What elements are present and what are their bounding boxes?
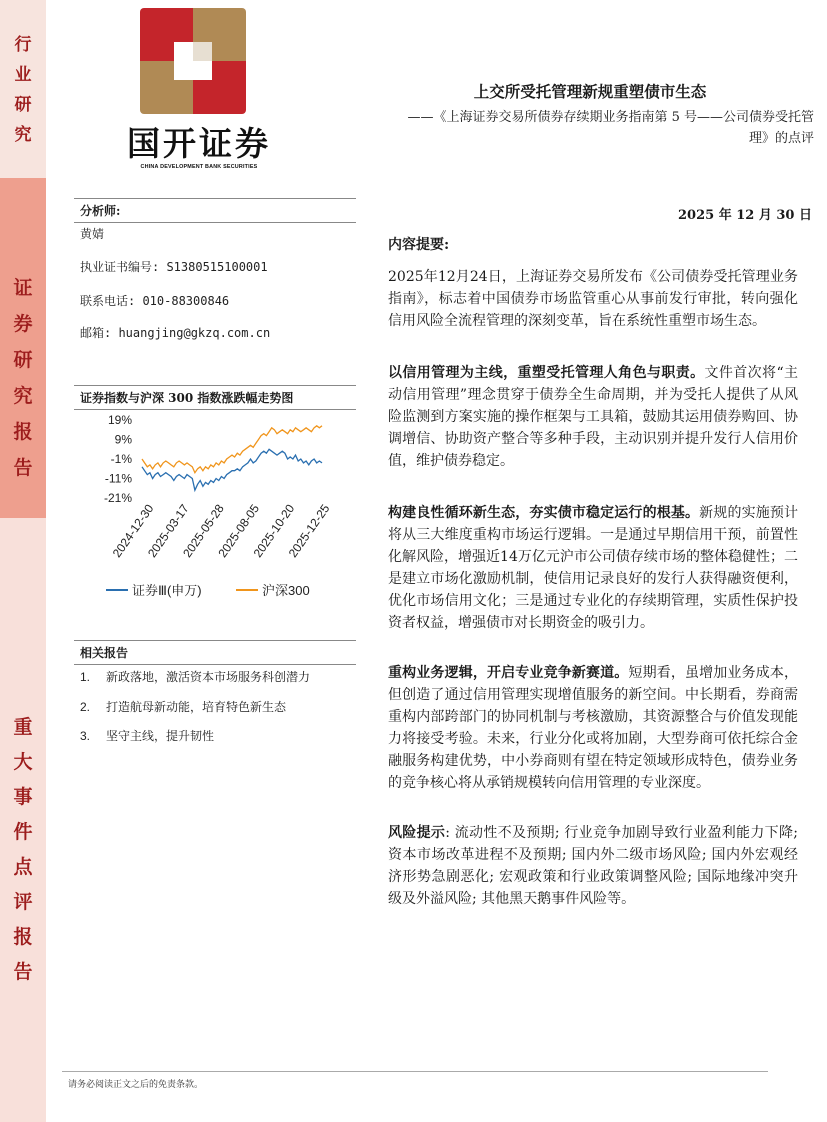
risk-text: : 流动性不及预期; 行业竞争加剧导致行业盈利能力下降; 资本市场改革进程不及预期; 国内外二级市场风险; 国内外宏观经济形势急剧恶化; 宏观政策和行业政策调整风险; 国际地缘冲突升级及外溢风险; 其他黑天鹅事件风险等。	[388, 825, 798, 907]
related-report-title: 新政落地，激活资本市场服务科创潜力	[106, 670, 311, 684]
analyst-header: 分析师:	[74, 198, 356, 223]
x-tick-label: 2025-08-05	[215, 501, 263, 561]
disclaimer-note: 请务必阅读正文之后的免责条款。	[68, 1080, 204, 1090]
y-tick-label: 9%	[114, 432, 132, 447]
band-char: 大	[13, 751, 33, 773]
summary-intro: 2025年12月24日，上海证券交易所发布《公司债券受托管理业务指南》，标志着中国债券市场监管重心从事前发行审批，转向强化信用风险全流程管理的深刻变革，旨在系统性重塑市场生态。	[388, 269, 798, 329]
y-tick-label: -21%	[103, 491, 132, 505]
y-tick-label: -1%	[110, 452, 132, 466]
band-securities-research-report	[0, 178, 46, 518]
logo-english-name: CHINA DEVELOPMENT BANK SECURITIES	[140, 164, 258, 170]
x-tick-label: 2025-10-20	[250, 501, 298, 561]
legend-label: 沪深300	[262, 583, 310, 598]
report-title: 上交所受托管理新规重塑债市生态	[473, 82, 707, 101]
related-report-num: 2.	[80, 700, 91, 714]
band-char: 事	[13, 786, 33, 808]
y-tick-label: -11%	[104, 471, 132, 486]
band-char: 业	[14, 65, 32, 85]
related-report-item[interactable]	[80, 668, 310, 685]
band-char: 重	[13, 716, 33, 738]
band-char: 研	[13, 349, 33, 371]
logo-mark-icon	[140, 8, 246, 114]
series-line	[142, 426, 322, 473]
point-1-heading: 以信用管理为主线，重塑受托管理人角色与职责。	[388, 365, 705, 381]
band-industry-research	[0, 0, 46, 178]
band-char: 评	[13, 891, 33, 913]
point-2-text: 新规的实施预计将从三大维度重构市场运行逻辑。一是通过早期信用干预，前置性化解风险，增强近14万亿元沪市公司债存续市场的整体稳健性；二是建立市场化激励机制，使信用记录良好的发行人获得融资便利，优化市场信用文化；三是通过专业化的存续期管理，实质性保护投资者权益，增强债市对长期资金的吸引力。	[388, 505, 799, 631]
band-char: 点	[13, 856, 33, 878]
x-tick-label: 2025-03-17	[144, 501, 192, 561]
risk-warning	[388, 822, 798, 910]
band-char: 研	[14, 95, 32, 115]
legend-label: 证券Ⅲ(申万)	[132, 583, 202, 598]
summary-point-2	[388, 502, 798, 634]
point-3-text: 短期看，虽增加业务成本，但创造了通过信用管理实现增值服务的新空间。中长期看，券商需重构内部跨部门的协同机制与考核激励，其资源整合与价值发现能力将接受考验。未来，行业分化或将加剧，大型券商可依托综合金融服务构建优势，中小券商则有望在特定领域形成特色，债券业务的竞争核心将从承销规模转向信用管理的专业深度。	[388, 665, 799, 791]
summary-point-1	[388, 362, 798, 472]
x-tick-label: 2025-12-25	[285, 501, 333, 561]
related-report-num: 1.	[80, 670, 91, 684]
related-report-title: 打造航母新动能，培育特色新生态	[106, 700, 287, 714]
related-report-item[interactable]	[80, 698, 286, 715]
side-band	[0, 0, 46, 1122]
band-char: 究	[14, 125, 32, 145]
related-report-title: 坚守主线，提升韧性	[106, 729, 215, 743]
analyst-email: 邮箱: huangjing@gkzq.com.cn	[80, 326, 271, 340]
band-char: 行	[14, 35, 32, 55]
analyst-name: 黄婧	[80, 227, 105, 241]
point-2-heading: 构建良性循环新生态，夯实债市稳定运行的根基。	[388, 505, 700, 521]
x-tick-label: 2024-12-30	[109, 501, 157, 561]
band-char: 告	[13, 457, 33, 479]
band-char: 告	[13, 961, 33, 983]
summary-header: 内容提要:	[388, 237, 450, 253]
chart-header: 证券指数与沪深 300 指数涨跌幅走势图	[74, 385, 356, 410]
band-major-event-report	[0, 518, 46, 1122]
risk-heading: 风险提示	[388, 825, 446, 841]
analyst-phone: 联系电话: 010-88300846	[80, 294, 230, 308]
related-report-item[interactable]	[80, 727, 214, 744]
related-reports-header: 相关报告	[74, 640, 356, 665]
logo-name: 国开证券	[127, 124, 271, 163]
report-date: 2025 年 12 月 30 日	[678, 208, 812, 223]
footer-divider	[62, 1071, 768, 1072]
analyst-cert: 执业证书编号: S1380515100001	[80, 260, 268, 274]
band-char: 报	[13, 421, 33, 443]
summary-point-3	[388, 662, 798, 794]
band-char: 报	[13, 926, 33, 948]
x-tick-label: 2025-05-28	[180, 501, 227, 561]
point-3-heading: 重构业务逻辑，开启专业竞争新赛道。	[388, 665, 629, 681]
band-char: 券	[13, 313, 33, 335]
related-report-num: 3.	[80, 729, 91, 743]
company-logo	[126, 8, 272, 178]
point-1-text: 文件首次将“主动信用管理”理念贯穿于债券全生命周期，并为受托人提供了从风险监测到方案实施的操作框架与工具箱，鼓励其运用债券购回、协调增信、协助资产整合等多种手段，主动识别并提升发行人信用价值，维护债券稳定。	[388, 365, 798, 469]
y-tick-label: 19%	[107, 413, 132, 427]
band-char: 究	[13, 385, 33, 407]
index-trend-chart	[74, 406, 356, 614]
band-char: 件	[13, 821, 33, 843]
report-subtitle: ——《上海证券交易所债券存续期业务指南第 5 号——公司债券受托管理》的点评	[407, 110, 814, 146]
band-char: 证	[13, 277, 33, 299]
